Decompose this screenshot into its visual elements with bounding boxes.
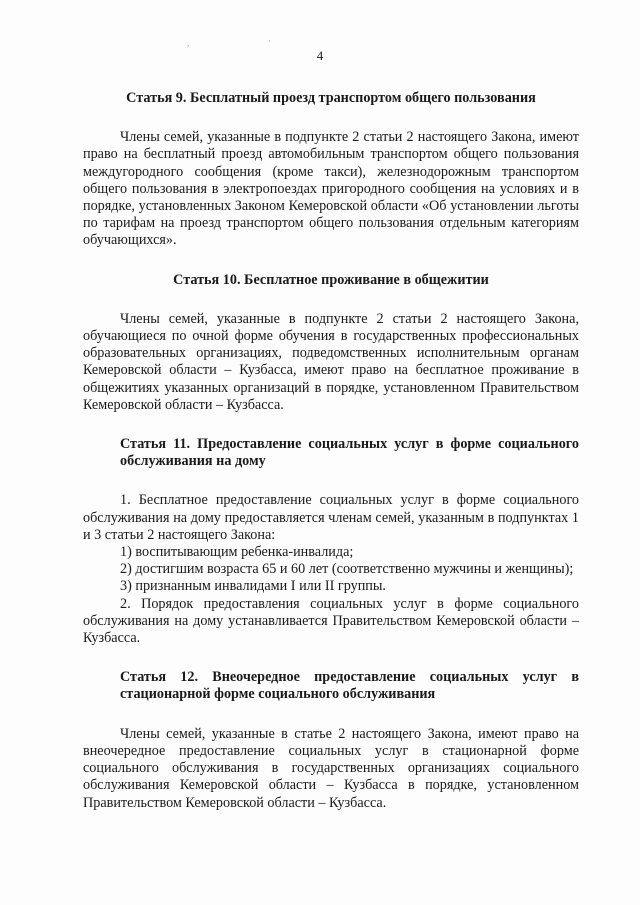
- article-10: [83, 272, 579, 414]
- article-heading: Статья 9. Бесплатный проезд транспортом общего пользования: [126, 90, 536, 106]
- article-11: [83, 436, 579, 647]
- paragraph: Члены семей, указанные в подпункте 2 статьи 2 настоящего Закона, имеют право на бесплатный проезд автомобильным транспортом общего пользования междугородного сообщения (кроме такси), железнодорожным транспортом общего пользования в электропоездах пригородного сообщения на условиях и в порядке, установленных Законом Кемеровской области «Об установлении льготы по тарифам на проезд транспортом общего пользования отдельным категориям обучающихся».: [83, 129, 579, 249]
- page-number: 4: [316, 48, 324, 63]
- paragraph: 1. Бесплатное предоставление социальных услуг в форме социального обслуживания на дому предоставляется членам семей, указанным в подпунктах 1 и 3 статьи 2 настоящего Закона:: [83, 492, 579, 543]
- paragraph: Члены семей, указанные в подпункте 2 статьи 2 настоящего Закона, обучающиеся по очной форме обучения в государственных профессиональных образовательных организациях, подведомственных исполнительным органам Кемеровской области – Кузбасса, имеют право на бесплатное проживание в общежитиях указанных организаций в порядке, установленном Правительством Кемеровской области – Кузбасса.: [83, 310, 579, 413]
- scan-speck: ,: [187, 38, 190, 48]
- list-item: 2) достигшим возраста 65 и 60 лет (соответственно мужчины и женщины);: [120, 561, 574, 578]
- document-body: [83, 90, 579, 834]
- list-item: 1) воспитывающим ребенка-инвалида;: [120, 544, 354, 561]
- article-9: [83, 90, 579, 250]
- paragraph: Члены семей, указанные в статье 2 настоящего Закона, имеют право на внеочередное предоставление социальных услуг в стационарной форме социального обслуживания в государственных организациях социального обслуживания Кемеровской области – Кузбасса в порядке, установленном Правительством Кемеровской области – Кузбасса.: [83, 725, 579, 811]
- list-item: 3) признанным инвалидами I или II группы.: [120, 578, 386, 595]
- article-heading: Статья 10. Бесплатное проживание в общежитии: [173, 271, 489, 288]
- article-heading: Статья 12. Внеочередное предоставление социальных услуг в стационарной форме социального обслуживания: [120, 669, 579, 703]
- article-heading: Статья 11. Предоставление социальных услуг в форме социального обслуживания на дому: [120, 436, 579, 470]
- article-12: [83, 669, 579, 811]
- scan-speck: ·: [268, 36, 271, 46]
- paragraph: 2. Порядок предоставления социальных услуг в форме социального обслуживания на дому устанавливается Правительством Кемеровской области – Кузбасса.: [83, 595, 579, 647]
